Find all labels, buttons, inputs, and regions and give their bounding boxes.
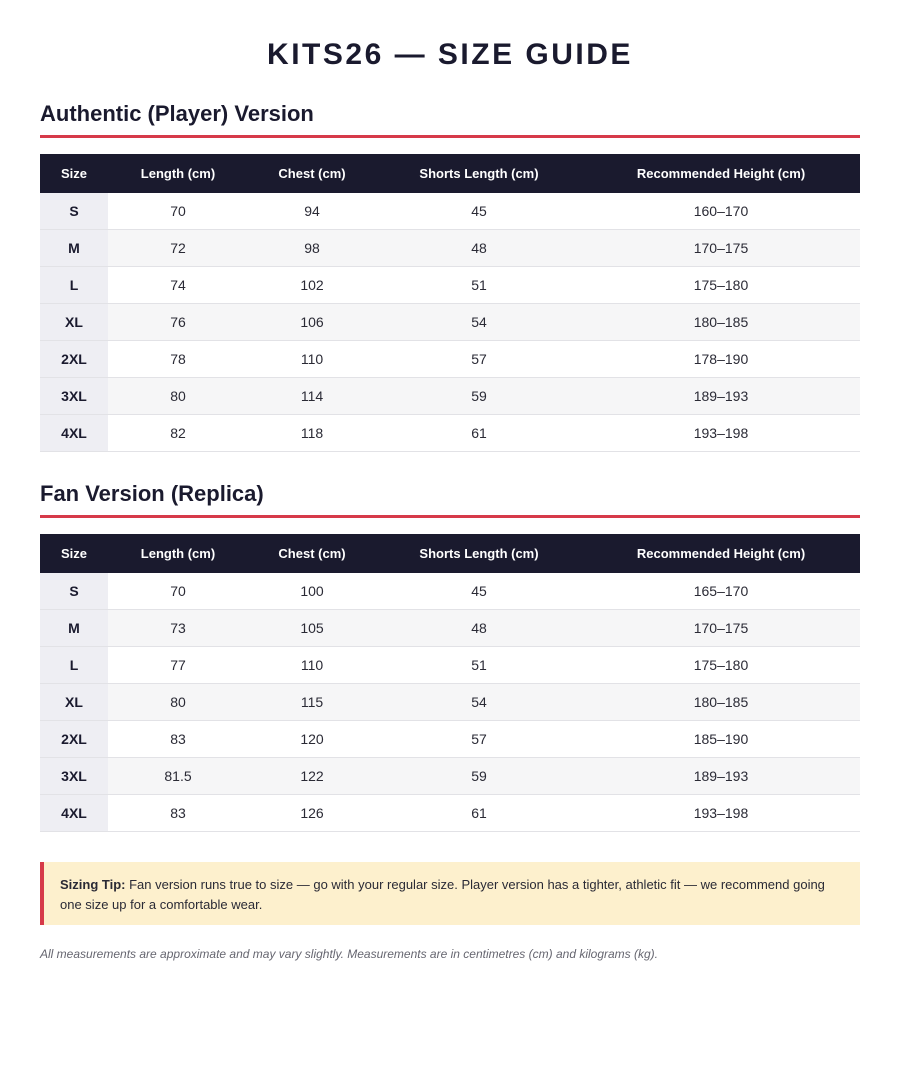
column-header: Length (cm): [108, 154, 248, 193]
table-row: [40, 610, 860, 647]
measurement-cell: 57: [376, 721, 582, 758]
section-title-authentic: Authentic (Player) Version: [40, 101, 314, 126]
measurement-cell: 48: [376, 230, 582, 267]
table-row: [40, 415, 860, 452]
measurement-cell: 74: [108, 267, 248, 304]
measurement-cell: 73: [108, 610, 248, 647]
measurement-cell: 100: [248, 573, 376, 610]
size-cell: L: [40, 267, 108, 304]
measurement-cell: 126: [248, 795, 376, 832]
measurement-cell: 170–175: [582, 610, 860, 647]
measurement-cell: 54: [376, 684, 582, 721]
table-row: [40, 647, 860, 684]
section-divider-authentic: [40, 135, 860, 138]
measurement-footnote: All measurements are approximate and may vary slightly. Measurements are in centimetres (cm) and kilograms (kg).: [40, 947, 658, 961]
measurement-cell: 83: [108, 721, 248, 758]
column-header: Recommended Height (cm): [582, 534, 860, 573]
column-header: Recommended Height (cm): [582, 154, 860, 193]
size-cell: XL: [40, 304, 108, 341]
measurement-cell: 98: [248, 230, 376, 267]
measurement-cell: 54: [376, 304, 582, 341]
measurement-cell: 118: [248, 415, 376, 452]
measurement-cell: 193–198: [582, 795, 860, 832]
size-cell: M: [40, 610, 108, 647]
column-header: Chest (cm): [248, 154, 376, 193]
section-divider-fan: [40, 515, 860, 518]
table-row: [40, 341, 860, 378]
measurement-cell: 189–193: [582, 758, 860, 795]
measurement-cell: 180–185: [582, 684, 860, 721]
measurement-cell: 80: [108, 684, 248, 721]
measurement-cell: 70: [108, 193, 248, 230]
measurement-cell: 80: [108, 378, 248, 415]
measurement-cell: 70: [108, 573, 248, 610]
table-row: [40, 378, 860, 415]
measurement-cell: 180–185: [582, 304, 860, 341]
page-title: KITS26 — SIZE GUIDE: [267, 38, 633, 71]
fan-size-table: [40, 534, 860, 832]
table-row: [40, 758, 860, 795]
size-cell: XL: [40, 684, 108, 721]
measurement-cell: 77: [108, 647, 248, 684]
size-cell: 2XL: [40, 721, 108, 758]
measurement-cell: 193–198: [582, 415, 860, 452]
measurement-cell: 61: [376, 415, 582, 452]
measurement-cell: 45: [376, 573, 582, 610]
measurement-cell: 102: [248, 267, 376, 304]
measurement-cell: 120: [248, 721, 376, 758]
column-header: Size: [40, 534, 108, 573]
measurement-cell: 175–180: [582, 647, 860, 684]
measurement-cell: 189–193: [582, 378, 860, 415]
column-header: Shorts Length (cm): [376, 154, 582, 193]
column-header: Chest (cm): [248, 534, 376, 573]
measurement-cell: 51: [376, 267, 582, 304]
table-row: [40, 684, 860, 721]
size-cell: L: [40, 647, 108, 684]
size-cell: 2XL: [40, 341, 108, 378]
measurement-cell: 175–180: [582, 267, 860, 304]
measurement-cell: 115: [248, 684, 376, 721]
table-row: [40, 304, 860, 341]
size-cell: M: [40, 230, 108, 267]
measurement-cell: 122: [248, 758, 376, 795]
authentic-size-table: [40, 154, 860, 452]
measurement-cell: 72: [108, 230, 248, 267]
measurement-cell: 51: [376, 647, 582, 684]
measurement-cell: 165–170: [582, 573, 860, 610]
measurement-cell: 59: [376, 758, 582, 795]
size-cell: 3XL: [40, 378, 108, 415]
table-row: [40, 267, 860, 304]
size-cell: 4XL: [40, 415, 108, 452]
measurement-cell: 105: [248, 610, 376, 647]
measurement-cell: 48: [376, 610, 582, 647]
measurement-cell: 160–170: [582, 193, 860, 230]
measurement-cell: 82: [108, 415, 248, 452]
section-title-fan: Fan Version (Replica): [40, 481, 264, 506]
table-row: [40, 230, 860, 267]
table-header-row: [40, 534, 860, 573]
measurement-cell: 110: [248, 341, 376, 378]
measurement-cell: 81.5: [108, 758, 248, 795]
column-header: Size: [40, 154, 108, 193]
measurement-cell: 76: [108, 304, 248, 341]
measurement-cell: 83: [108, 795, 248, 832]
column-header: Length (cm): [108, 534, 248, 573]
measurement-cell: 57: [376, 341, 582, 378]
measurement-cell: 94: [248, 193, 376, 230]
measurement-cell: 185–190: [582, 721, 860, 758]
measurement-cell: 106: [248, 304, 376, 341]
table-row: [40, 193, 860, 230]
measurement-cell: 178–190: [582, 341, 860, 378]
table-row: [40, 573, 860, 610]
sizing-tip-box: [40, 862, 860, 925]
measurement-cell: 59: [376, 378, 582, 415]
table-header-row: [40, 154, 860, 193]
size-cell: S: [40, 573, 108, 610]
measurement-cell: 78: [108, 341, 248, 378]
size-cell: S: [40, 193, 108, 230]
table-row: [40, 795, 860, 832]
measurement-cell: 61: [376, 795, 582, 832]
sizing-tip-text: Fan version runs true to size — go with your regular size. Player version has a tighter, athletic fit — we recommend going one size up for a comfortable wear.: [60, 877, 825, 912]
measurement-cell: 110: [248, 647, 376, 684]
size-cell: 4XL: [40, 795, 108, 832]
table-row: [40, 721, 860, 758]
size-cell: 3XL: [40, 758, 108, 795]
measurement-cell: 45: [376, 193, 582, 230]
measurement-cell: 114: [248, 378, 376, 415]
column-header: Shorts Length (cm): [376, 534, 582, 573]
measurement-cell: 170–175: [582, 230, 860, 267]
sizing-tip-label: Sizing Tip:: [60, 877, 126, 892]
